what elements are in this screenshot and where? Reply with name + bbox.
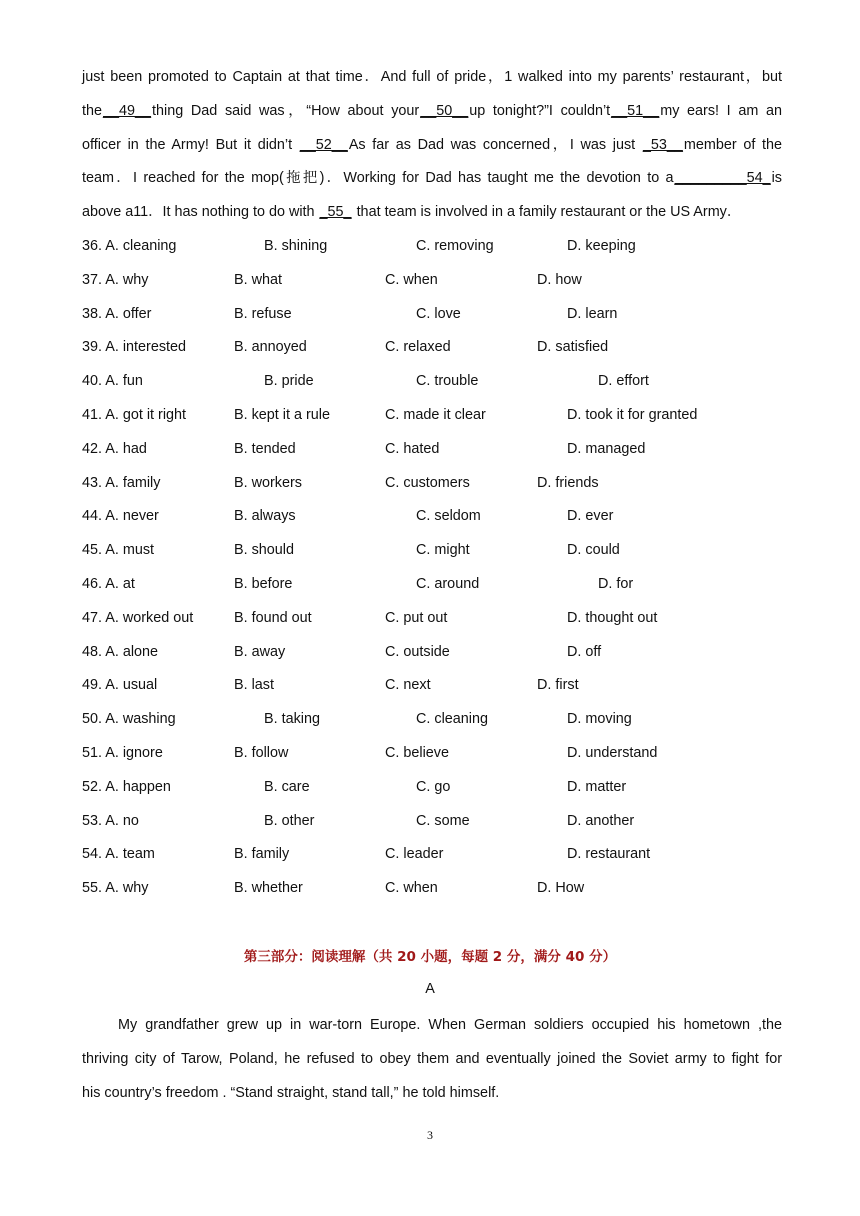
option-b: B. annoyed	[234, 339, 307, 356]
option-c: C. some	[416, 812, 470, 829]
option-d: D. could	[567, 542, 620, 559]
text: my ears! I am an	[660, 102, 782, 119]
blank-49: __49__	[103, 102, 152, 119]
passage-line	[82, 95, 782, 129]
option-a	[82, 813, 139, 829]
option-text: A. had	[105, 440, 147, 457]
option-d: D. satisfied	[537, 339, 609, 356]
question-number: 55.	[82, 880, 103, 897]
option-a	[82, 542, 154, 558]
text: As far as Dad was concerned，I was just	[348, 136, 636, 153]
question-number: 36.	[82, 238, 103, 254]
option-text: A. worked out	[105, 609, 194, 626]
question-row	[82, 738, 802, 772]
option-c: C. trouble	[416, 373, 479, 390]
question-row	[82, 704, 802, 738]
option-d: D. friends	[537, 474, 599, 491]
option-c: C. cleaning	[416, 711, 488, 728]
option-a	[82, 576, 135, 592]
option-c: C. outside	[385, 643, 450, 660]
option-d: D. for	[598, 575, 634, 592]
option-b: B. last	[234, 677, 274, 694]
blank-55: _55_	[319, 204, 352, 221]
question-row	[82, 299, 802, 333]
option-c: C. made it clear	[385, 406, 486, 423]
option-c: C. leader	[385, 846, 444, 863]
option-b: B. whether	[234, 880, 303, 897]
option-c: C. when	[385, 271, 438, 288]
option-text: A. why	[105, 271, 149, 288]
option-text: A. why	[105, 880, 149, 897]
option-text: A. team	[105, 846, 155, 863]
text: up tonight?”I couldn’t	[469, 102, 611, 119]
text: is	[771, 170, 782, 187]
option-text: A. ignore	[105, 744, 163, 761]
question-row	[82, 400, 802, 434]
option-b: B. tended	[234, 440, 296, 457]
blank-52: __52__	[299, 136, 348, 153]
option-a	[82, 779, 171, 795]
option-b: B. care	[264, 778, 310, 795]
question-number: 38.	[82, 305, 103, 322]
passage-line: his country’s freedom . “Stand straight, stand tall,” he told himself.	[82, 1084, 500, 1101]
option-d: D. how	[537, 271, 582, 288]
option-d: D. took it for granted	[567, 406, 698, 423]
question-row	[82, 535, 802, 569]
option-d: D. ever	[567, 508, 614, 525]
option-text: A. no	[105, 812, 139, 829]
option-d: D. first	[537, 677, 579, 694]
option-c: C. around	[416, 575, 480, 592]
option-b: B. always	[234, 508, 296, 525]
question-number: 47.	[82, 609, 103, 626]
option-d: D. keeping	[567, 238, 636, 254]
question-number: 40.	[82, 373, 103, 390]
blank-53: _53__	[642, 136, 683, 153]
question-number: 50.	[82, 711, 103, 728]
option-c: C. put out	[385, 609, 448, 626]
option-d: D. off	[567, 643, 602, 660]
section-title: 第三部分：阅读理解（共 20 小题，每题 2 分，满分 40 分）	[243, 949, 617, 965]
text: member of the	[683, 136, 782, 153]
blank-54: _________54_	[674, 170, 771, 187]
passage-line	[82, 162, 782, 196]
option-a	[82, 677, 157, 693]
option-d: D. moving	[567, 711, 632, 728]
option-b: B. workers	[234, 474, 302, 491]
option-b: B. what	[234, 271, 282, 288]
option-a	[82, 238, 176, 254]
option-b: B. found out	[234, 609, 312, 626]
option-c: C. removing	[416, 238, 494, 254]
option-d: D. thought out	[567, 609, 658, 626]
question-row	[82, 603, 802, 637]
option-d: D. effort	[598, 373, 649, 390]
option-a	[82, 407, 186, 423]
text: officer in the Army! But it didn’t	[82, 136, 293, 153]
question-number: 37.	[82, 271, 103, 288]
option-d: D. learn	[567, 305, 618, 322]
text: thing Dad said was，“How about your	[152, 102, 420, 119]
text: just been promoted to Captain at that time．And full of pride，1 walked into my parents’ restaurant，but	[82, 69, 782, 85]
option-d: D. understand	[567, 744, 658, 761]
option-c: C. believe	[385, 744, 449, 761]
option-d: D. restaurant	[567, 846, 651, 863]
question-row	[82, 332, 802, 366]
text: team．I reached for the mop(拖把)．Working for Dad has taught me the devotion to a	[82, 170, 674, 187]
blank-51: __51__	[611, 102, 660, 119]
option-text: A. washing	[105, 711, 176, 728]
question-row	[82, 839, 802, 873]
text: above a11．It has nothing to do with	[82, 204, 315, 221]
option-b: B. taking	[264, 711, 320, 728]
text: the	[82, 102, 103, 119]
option-b: B. before	[234, 575, 293, 592]
question-number: 43.	[82, 474, 103, 491]
question-row	[82, 637, 802, 671]
option-a	[82, 441, 147, 457]
option-text: A. got it right	[105, 406, 187, 423]
question-row	[82, 772, 802, 806]
option-b: B. follow	[234, 744, 289, 761]
option-text: A. happen	[105, 778, 171, 795]
option-a	[82, 745, 163, 761]
blank-50: __50__	[420, 102, 469, 119]
reading-passage	[82, 1009, 782, 1110]
option-b: B. kept it a rule	[234, 406, 330, 423]
option-d: D. another	[567, 812, 635, 829]
question-row	[82, 468, 802, 502]
question-row	[82, 806, 802, 840]
option-a	[82, 306, 151, 322]
option-a	[82, 711, 176, 727]
option-a	[82, 846, 155, 862]
option-d: D. matter	[567, 778, 627, 795]
question-row	[82, 231, 802, 265]
option-a	[82, 508, 159, 524]
cloze-passage-end	[82, 61, 782, 230]
option-c: C. love	[416, 305, 461, 322]
question-list	[82, 231, 802, 907]
option-text: A. family	[105, 474, 161, 491]
question-number: 44.	[82, 508, 103, 525]
option-c: C. relaxed	[385, 339, 451, 356]
question-number: 39.	[82, 339, 103, 356]
option-text: A. must	[105, 542, 155, 559]
question-number: 49.	[82, 677, 103, 694]
option-text: A. at	[105, 575, 135, 592]
passage-line: My grandfather grew up in war-torn Europe. When German soldiers occupied his hometown ,the	[118, 1017, 782, 1033]
option-b: B. should	[234, 542, 295, 559]
option-b: B. family	[234, 846, 290, 863]
option-c: C. customers	[385, 474, 470, 491]
question-row	[82, 873, 802, 907]
option-a	[82, 475, 160, 491]
option-a	[82, 644, 158, 660]
question-row	[82, 366, 802, 400]
question-row	[82, 501, 802, 535]
text: that team is involved in a family restaurant or the US Army．	[356, 204, 742, 221]
option-c: C. hated	[385, 440, 440, 457]
passage-line: thriving city of Tarow, Poland, he refused to obey them and eventually joined the Soviet army to fight for	[82, 1050, 782, 1067]
option-d: D. How	[537, 880, 585, 897]
option-c: C. might	[416, 542, 470, 559]
question-row	[82, 434, 802, 468]
option-d: D. managed	[567, 440, 646, 457]
passage-line	[82, 61, 782, 95]
question-number: 48.	[82, 643, 103, 660]
option-c: C. when	[385, 880, 438, 897]
option-text: A. offer	[105, 305, 152, 322]
option-text: A. interested	[105, 339, 187, 356]
option-c: C. go	[416, 778, 451, 795]
option-a	[82, 373, 143, 389]
question-number: 46.	[82, 575, 103, 592]
passage-line	[82, 129, 782, 163]
option-c: C. seldom	[416, 508, 481, 525]
question-row	[82, 670, 802, 704]
option-b: B. refuse	[234, 305, 292, 322]
option-b: B. away	[234, 643, 286, 660]
option-a	[82, 272, 148, 288]
section-label: A	[425, 981, 435, 997]
page-number: 3	[427, 1128, 433, 1142]
option-b: B. pride	[264, 373, 314, 390]
option-a	[82, 610, 193, 626]
option-b: B. shining	[264, 238, 328, 254]
question-number: 53.	[82, 812, 103, 829]
question-number: 45.	[82, 542, 103, 559]
question-number: 52.	[82, 778, 103, 795]
option-text: A. usual	[105, 677, 158, 694]
option-text: A. never	[105, 508, 159, 525]
option-c: C. next	[385, 677, 431, 694]
question-number: 51.	[82, 744, 103, 761]
option-text: A. cleaning	[105, 238, 177, 254]
question-number: 54.	[82, 846, 103, 863]
question-row	[82, 265, 802, 299]
question-number: 42.	[82, 440, 103, 457]
passage-line	[82, 196, 782, 230]
question-row	[82, 569, 802, 603]
option-a	[82, 339, 186, 355]
option-b: B. other	[264, 812, 315, 829]
option-text: A. fun	[105, 373, 143, 390]
option-text: A. alone	[105, 643, 159, 660]
option-a	[82, 880, 148, 896]
question-number: 41.	[82, 406, 103, 423]
